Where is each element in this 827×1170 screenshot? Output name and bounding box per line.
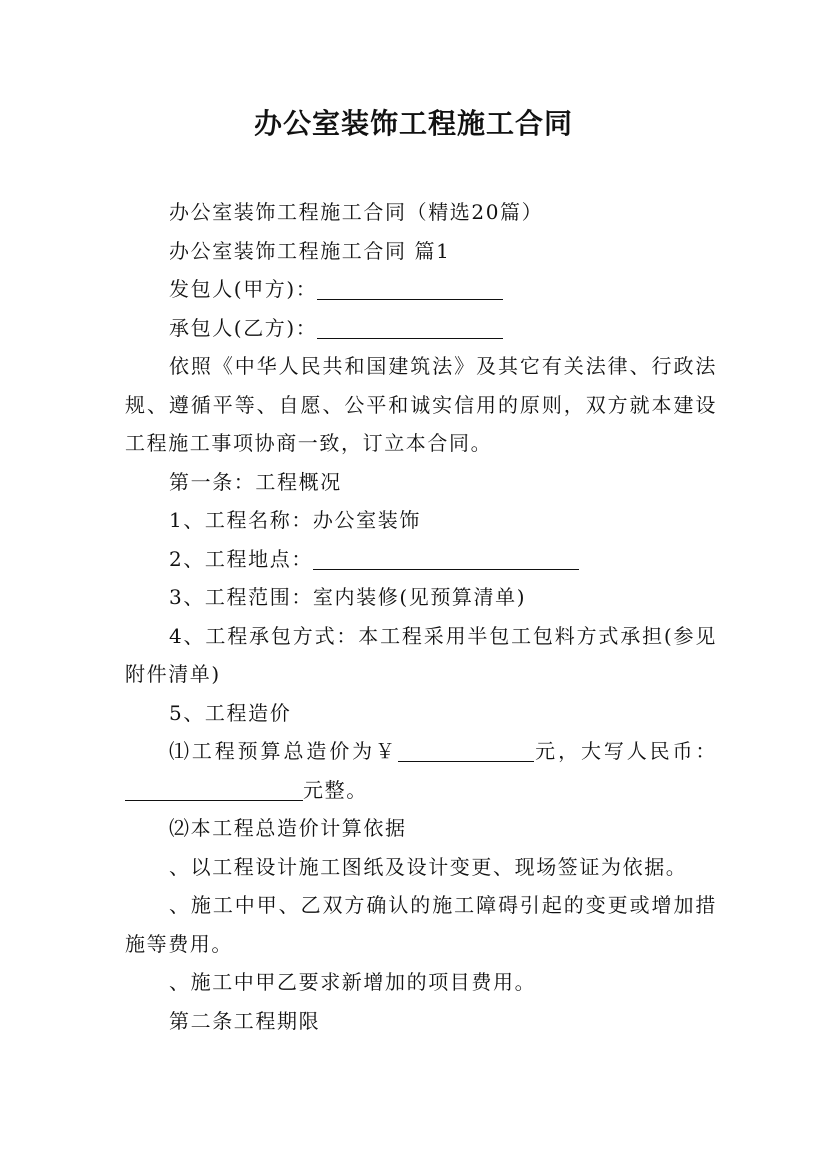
party-b-label: 承包人(乙方)： [169,315,318,340]
party-a-blank-line [317,277,503,300]
paragraph-cost-basis-item-2: 、施工中甲、乙双方确认的施工障碍引起的变更或增加措施等费用。 [125,893,717,956]
project-location-blank-line [313,547,579,570]
paragraph-project-location [125,540,717,579]
paragraph-article-2-heading: 第二条工程期限 [169,1008,321,1033]
paragraph-total-cost [125,732,717,809]
total-cost-suffix: 元整。 [303,777,368,802]
paragraph-cost-basis-heading: ⑵本工程总造价计算依据 [169,816,407,840]
party-a-label: 发包人(甲方)： [169,277,318,301]
document-body [125,193,717,1040]
paragraph-section-heading: 办公室装饰工程施工合同 篇1 [169,238,451,263]
paragraph-contract-method: 4、工程承包方式：本工程采用半包工包料方式承担(参见附件清单) [125,623,717,686]
party-b-blank-line [317,316,503,339]
total-cost-blank-line [398,739,534,762]
total-cost-capital-blank-line [125,778,303,801]
paragraph-article-1-heading: 第一条：工程概况 [169,469,342,494]
paragraph-preamble: 依照《中华人民共和国建筑法》及其它有关法律、行政法规、遵循平等、自愿、公平和诚实信用的原则，双方就本建设工程施工事项协商一致，订立本合同。 [125,354,717,455]
paragraph-subtitle: 办公室装饰工程施工合同（精选20篇） [169,200,544,224]
paragraph-project-scope: 3、工程范围：室内装修(见预算清单) [169,585,527,609]
paragraph-cost-basis-item-3: 、施工中甲乙要求新增加的项目费用。 [169,970,537,994]
paragraph-party-a [125,270,717,309]
paragraph-project-cost-heading: 5、工程造价 [169,700,292,725]
total-cost-label: ⑴工程预算总造价为￥ [169,739,398,763]
project-location-label: 2、工程地点： [169,546,313,571]
total-cost-capital-label: 元，大写人民币： [533,739,717,763]
paragraph-party-b [125,309,717,348]
paragraph-project-name: 1、工程名称：办公室装饰 [169,508,421,532]
paragraph-cost-basis-item-1: 、以工程设计施工图纸及设计变更、现场签证为依据。 [169,854,688,879]
document-title: 办公室装饰工程施工合同 [253,107,573,140]
